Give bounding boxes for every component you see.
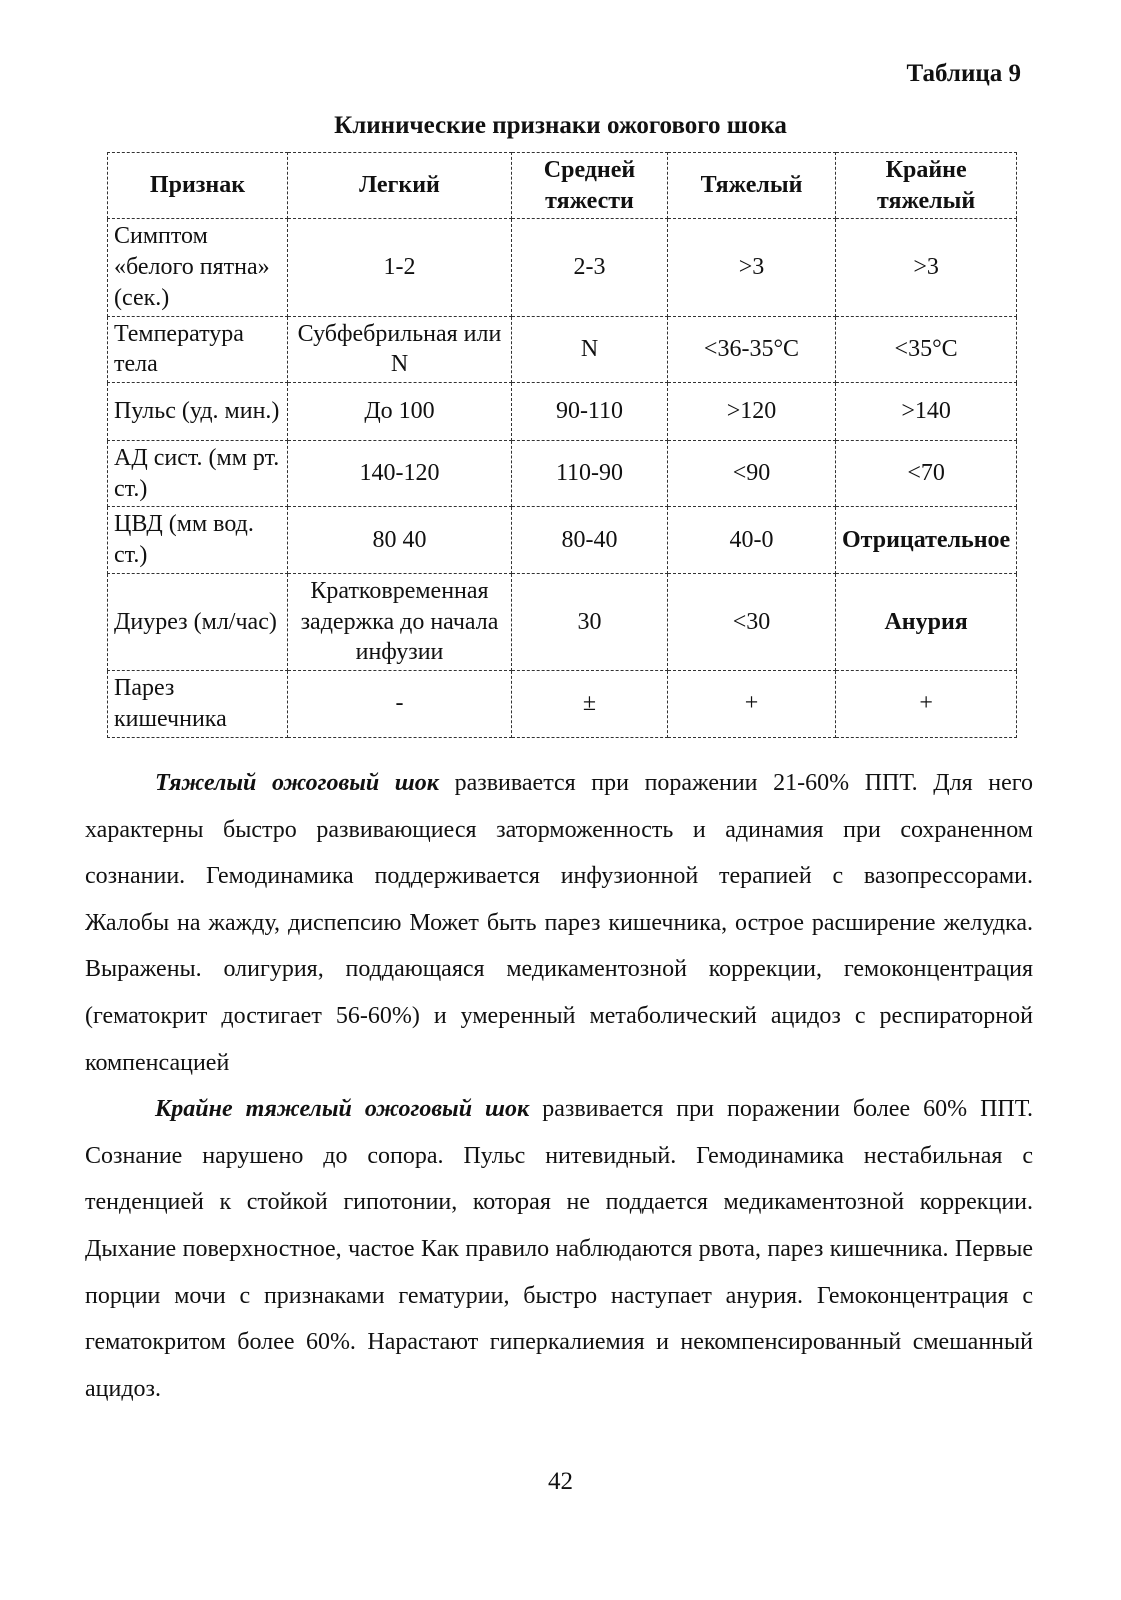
table-cell: Анурия xyxy=(836,573,1017,670)
table-cell: 1-2 xyxy=(288,219,512,316)
header-feature: Признак xyxy=(108,153,288,219)
table-row xyxy=(108,383,1017,441)
table-row xyxy=(108,441,1017,507)
table-row xyxy=(108,507,1017,573)
table-cell: N xyxy=(512,316,668,382)
table-cell: >120 xyxy=(668,383,836,441)
table-cell: + xyxy=(836,671,1017,737)
page-number: 42 xyxy=(548,1468,573,1495)
table-cell: <70 xyxy=(836,441,1017,507)
table-cell-feature: АД сист. (мм рт. ст.) xyxy=(108,441,288,507)
table-cell-feature: Температура тела xyxy=(108,316,288,382)
table-cell: 140-120 xyxy=(288,441,512,507)
table-cell: >3 xyxy=(836,219,1017,316)
table-cell: 40-0 xyxy=(668,507,836,573)
table-cell: Субфебрильная или N xyxy=(288,316,512,382)
table-cell-feature: Симптом «белого пятна» (сек.) xyxy=(108,219,288,316)
table-cell: 30 xyxy=(512,573,668,670)
table-cell: <35°C xyxy=(836,316,1017,382)
table-cell-feature: Диурез (мл/час) xyxy=(108,573,288,670)
table-cell: - xyxy=(288,671,512,737)
header-moderate: Средней тяжести xyxy=(512,153,668,219)
table-cell: 2-3 xyxy=(512,219,668,316)
table-cell: <36-35°C xyxy=(668,316,836,382)
paragraph-text: развивается при поражении 21-60% ППТ. Для него характерны быстро развивающиеся заторможенность и адинамия при сохраненном сознании. Гемодинамика поддерживается инфузионной терапией с вазопрессорами. Жалобы на жажду, диспепсию Может быть парез кишечника, острое расширение желудка. Выражены. олигурия, поддающаяся медикаментозной коррекции, гемоконцентрация (гематокрит достигает 56-60%) и умеренный метаболический ацидоз с респираторной компенсацией xyxy=(85,770,1033,1076)
clinical-signs-table xyxy=(107,152,1017,738)
table-row xyxy=(108,219,1017,316)
table-cell: ± xyxy=(512,671,668,737)
table-cell: >140 xyxy=(836,383,1017,441)
table-cell: Кратковременная задержка до начала инфузии xyxy=(288,573,512,670)
paragraph-lead: Крайне тяжелый ожоговый шок xyxy=(155,1096,530,1123)
header-extremely-severe: Крайне тяжелый xyxy=(836,153,1017,219)
paragraph-lead: Тяжелый ожоговый шок xyxy=(155,770,439,796)
table-cell-feature: ЦВД (мм вод. ст.) xyxy=(108,507,288,573)
table-row xyxy=(108,316,1017,382)
header-mild: Легкий xyxy=(288,153,512,219)
table-header-row xyxy=(108,153,1017,219)
table-title: Клинические признаки ожогового шока xyxy=(334,112,787,139)
table-cell-feature: Парез кишечника xyxy=(108,671,288,737)
table-cell: 90-110 xyxy=(512,383,668,441)
table-row xyxy=(108,671,1017,737)
table-cell: 80 40 xyxy=(288,507,512,573)
body-text xyxy=(85,760,1033,1412)
table-cell: <30 xyxy=(668,573,836,670)
header-severe: Тяжелый xyxy=(668,153,836,219)
table-row xyxy=(108,573,1017,670)
table-cell: >3 xyxy=(668,219,836,316)
table-cell: 80-40 xyxy=(512,507,668,573)
table-cell: + xyxy=(668,671,836,737)
table-label: Таблица 9 xyxy=(906,60,1021,87)
table-cell: Отрицательное xyxy=(836,507,1017,573)
table-cell-feature: Пульс (уд. мин.) xyxy=(108,383,288,441)
table-cell: 110-90 xyxy=(512,441,668,507)
table-cell: <90 xyxy=(668,441,836,507)
clinical-signs-table-wrapper xyxy=(107,152,1017,738)
paragraph-extremely-severe-shock xyxy=(85,1086,1033,1412)
paragraph-severe-shock xyxy=(85,760,1033,1086)
paragraph-text: развивается при поражении более 60% ППТ. Сознание нарушено до сопора. Пульс нитевидный. Гемодинамика нестабильная с тенденцией к стойкой гипотонии, которая не поддается медикаментозной коррекции. Дыхание поверхностное, частое Как правило наблюдаются рвота, парез кишечника. Первые порции мочи с признаками гематурии, быстро наступает анурия. Гемоконцентрация с гематокритом более 60%. Нарастают гиперкалиемия и некомпенсированный смешанный ацидоз. xyxy=(85,1096,1034,1402)
table-cell: До 100 xyxy=(288,383,512,441)
